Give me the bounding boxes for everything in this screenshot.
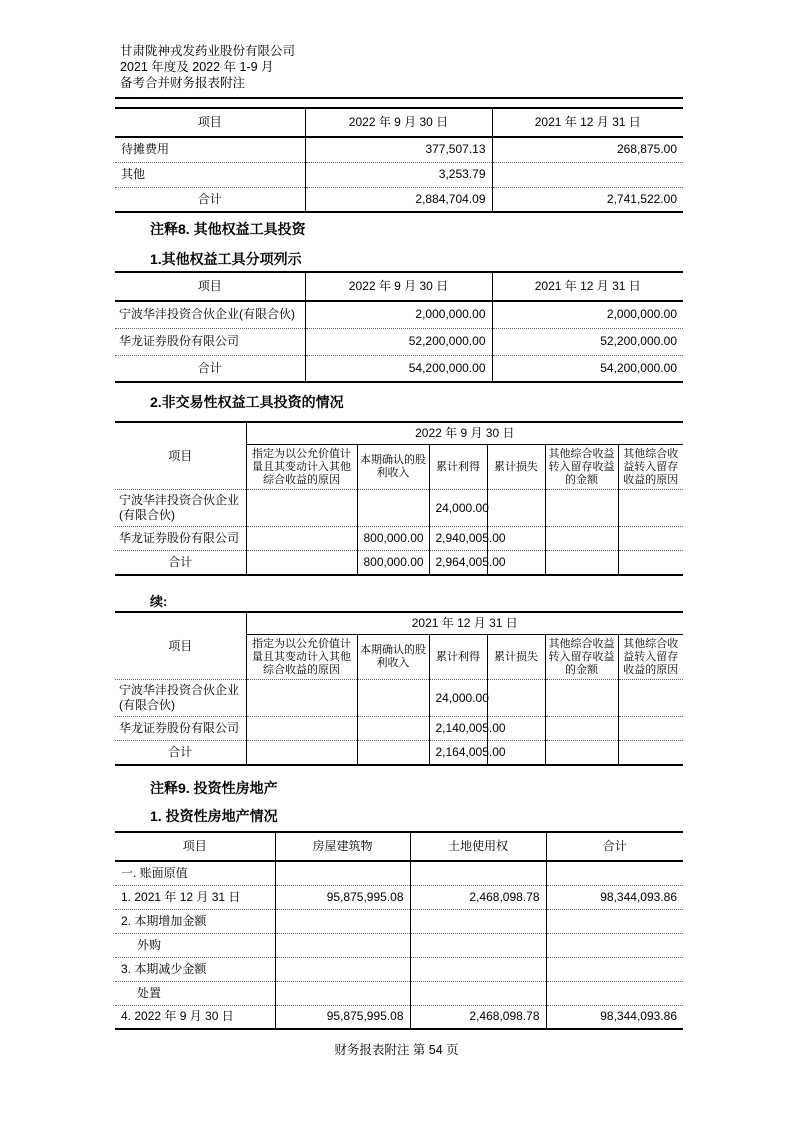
amount-cell <box>546 933 683 957</box>
header-row <box>115 108 683 137</box>
amount-cell: 2,164,005.00 <box>429 741 487 765</box>
amount-cell <box>545 527 618 551</box>
col-header: 合计 <box>546 832 683 861</box>
amount-cell <box>546 861 683 885</box>
amount-cell: 24,000.00 <box>429 680 487 717</box>
amount-cell: 2,940,005.00 <box>429 527 487 551</box>
row-label: 一. 账面原值 <box>121 865 188 880</box>
table-row <box>115 717 683 741</box>
amount-cell: 2,884,704.09 <box>305 187 492 212</box>
table-row <box>115 981 683 1005</box>
table-row <box>115 162 683 187</box>
col-header: 其他综合收益转入留存收益的金额 <box>545 445 618 490</box>
table-row <box>115 933 683 957</box>
amount-cell <box>618 490 683 527</box>
amount-cell <box>410 981 546 1005</box>
amount-cell: 800,000.00 <box>357 551 429 575</box>
period-header: 2022 年 9 月 30 日 <box>246 422 683 445</box>
amount-cell: 2,468,098.78 <box>410 885 546 909</box>
amount-cell <box>618 680 683 717</box>
col-header: 2021 年 12 月 31 日 <box>492 108 683 137</box>
row-label: 处置 <box>115 981 275 1005</box>
company-name: 甘肃陇神戎发药业股份有限公司 <box>120 44 296 58</box>
amount-cell: 52,200,000.00 <box>305 328 492 355</box>
amount-cell <box>618 717 683 741</box>
col-header: 其他综合收益转入留存收益的原因 <box>618 635 683 680</box>
page-footer: 财务报表附注 第 54 页 <box>334 1043 459 1057</box>
amount-cell: 2,741,522.00 <box>492 187 683 212</box>
period-header: 2021 年 12 月 31 日 <box>246 612 683 635</box>
note8-sub1-heading: 1.其他权益工具分项列示 <box>150 251 302 267</box>
header-row <box>115 272 683 301</box>
total-row <box>115 741 683 765</box>
amount-cell: 98,344,093.86 <box>546 885 683 909</box>
amount-cell <box>246 527 357 551</box>
investment-property-table <box>115 831 683 1030</box>
amount-cell: 268,875.00 <box>492 137 683 162</box>
amount-cell: 52,200,000.00 <box>492 328 683 355</box>
amount-cell <box>246 490 357 527</box>
note8-sub2-heading: 2.非交易性权益工具投资的情况 <box>150 394 344 410</box>
table-row <box>115 680 683 717</box>
table-row <box>115 490 683 527</box>
col-header: 项目 <box>115 422 246 490</box>
continued-label: 续: <box>150 594 168 609</box>
amount-cell: 377,507.13 <box>305 137 492 162</box>
amount-cell <box>410 933 546 957</box>
col-header: 累计利得 <box>429 635 487 680</box>
amount-cell: 24,000.00 <box>429 490 487 527</box>
amount-cell: 2,140,005.00 <box>429 717 487 741</box>
amount-cell <box>618 551 683 575</box>
amount-cell <box>357 680 429 717</box>
amount-cell: 95,875,995.08 <box>275 885 410 909</box>
table-row <box>115 909 683 933</box>
amount-cell <box>357 741 429 765</box>
amount-cell: 2,468,098.78 <box>410 1005 546 1029</box>
non-trading-2021-table <box>115 611 683 766</box>
report-period: 2021 年度及 2022 年 1-9 月 <box>120 60 274 74</box>
amount-cell <box>275 933 410 957</box>
amount-cell <box>246 717 357 741</box>
table-row <box>115 527 683 551</box>
header-row <box>115 422 683 445</box>
row-label: 合计 <box>115 551 246 575</box>
header-row <box>115 832 683 861</box>
row-label: 合计 <box>115 187 305 212</box>
col-header: 指定为以公允价值计量且其变动计入其他综合收益的原因 <box>246 635 357 680</box>
amount-cell: 54,200,000.00 <box>305 355 492 382</box>
row-label: 宁波华沣投资合伙企业(有限合伙) <box>119 493 240 522</box>
amount-cell <box>357 717 429 741</box>
amount-cell <box>275 957 410 981</box>
amount-cell: 2,000,000.00 <box>305 301 492 328</box>
amount-cell <box>275 981 410 1005</box>
header-row <box>115 612 683 635</box>
row-label: 宁波华沣投资合伙企业(有限合伙) <box>119 307 295 322</box>
non-trading-2022-table <box>115 421 683 576</box>
col-header: 2021 年 12 月 31 日 <box>492 272 683 301</box>
amount-cell <box>545 490 618 527</box>
amount-cell: 54,200,000.00 <box>492 355 683 382</box>
row-label: 华龙证券股份有限公司 <box>115 527 246 551</box>
amount-cell <box>410 861 546 885</box>
col-header: 累计损失 <box>487 445 545 490</box>
row-label: 合计 <box>115 355 305 382</box>
amount-cell <box>492 162 683 187</box>
col-header: 累计利得 <box>429 445 487 490</box>
total-row <box>115 551 683 575</box>
amount-cell: 2,000,000.00 <box>492 301 683 328</box>
table-row <box>115 861 683 885</box>
note9-heading: 注释9. 投资性房地产 <box>150 780 278 796</box>
header-rule <box>115 97 683 99</box>
table-row <box>115 301 683 328</box>
row-label: 合计 <box>115 741 246 765</box>
amount-cell <box>357 490 429 527</box>
col-header: 2022 年 9 月 30 日 <box>305 272 492 301</box>
amount-cell <box>545 717 618 741</box>
row-label: 其他 <box>115 162 305 187</box>
col-header: 其他综合收益转入留存收益的金额 <box>545 635 618 680</box>
amount-cell: 95,875,995.08 <box>275 1005 410 1029</box>
col-header: 本期确认的股利收入 <box>357 635 429 680</box>
row-label: 华龙证券股份有限公司 <box>115 717 246 741</box>
amount-cell <box>275 909 410 933</box>
col-header: 其他综合收益转入留存收益的原因 <box>618 445 683 490</box>
row-label: 1. 2021 年 12 月 31 日 <box>115 885 275 909</box>
note8-heading: 注释8. 其他权益工具投资 <box>150 221 306 237</box>
amount-cell <box>246 680 357 717</box>
amount-cell <box>246 551 357 575</box>
row-label: 2. 本期增加金额 <box>115 909 275 933</box>
col-header: 土地使用权 <box>410 832 546 861</box>
amount-cell <box>410 909 546 933</box>
amount-cell <box>546 909 683 933</box>
amount-cell <box>545 741 618 765</box>
amount-cell <box>545 551 618 575</box>
table-row <box>115 328 683 355</box>
table-row <box>115 137 683 162</box>
row-label: 华龙证券股份有限公司 <box>115 328 305 355</box>
col-header: 项目 <box>115 108 305 137</box>
amount-cell: 3,253.79 <box>305 162 492 187</box>
amount-cell <box>618 527 683 551</box>
row-label: 宁波华沣投资合伙企业(有限合伙) <box>119 683 240 712</box>
col-header: 房屋建筑物 <box>275 832 410 861</box>
amount-cell <box>487 490 545 527</box>
amount-cell <box>545 680 618 717</box>
col-header: 项目 <box>115 272 305 301</box>
doc-header <box>120 43 295 91</box>
amount-cell <box>246 741 357 765</box>
amount-cell <box>618 741 683 765</box>
total-row <box>115 355 683 382</box>
col-header: 累计损失 <box>487 635 545 680</box>
table-row <box>115 1005 683 1029</box>
col-header: 指定为以公允价值计量且其变动计入其他综合收益的原因 <box>246 445 357 490</box>
col-header: 项目 <box>115 832 275 861</box>
col-header: 2022 年 9 月 30 日 <box>305 108 492 137</box>
equity-instruments-table <box>115 271 683 383</box>
row-label: 3. 本期减少金额 <box>115 957 275 981</box>
amount-cell: 98,344,093.86 <box>546 1005 683 1029</box>
prepaid-expenses-table <box>115 107 683 213</box>
amount-cell <box>546 957 683 981</box>
report-title: 备考合并财务报表附注 <box>120 76 246 90</box>
amount-cell <box>275 861 410 885</box>
amount-cell: 2,964,005.00 <box>429 551 487 575</box>
amount-cell <box>487 680 545 717</box>
note9-sub1-heading: 1. 投资性房地产情况 <box>150 808 278 824</box>
amount-cell: 800,000.00 <box>357 527 429 551</box>
table-row <box>115 957 683 981</box>
col-header: 本期确认的股利收入 <box>357 445 429 490</box>
row-label: 待摊费用 <box>121 142 170 157</box>
col-header: 项目 <box>115 612 246 680</box>
amount-cell <box>410 957 546 981</box>
table-row <box>115 885 683 909</box>
total-row <box>115 187 683 212</box>
row-label: 外购 <box>115 933 275 957</box>
row-label: 4. 2022 年 9 月 30 日 <box>115 1005 275 1029</box>
amount-cell <box>546 981 683 1005</box>
